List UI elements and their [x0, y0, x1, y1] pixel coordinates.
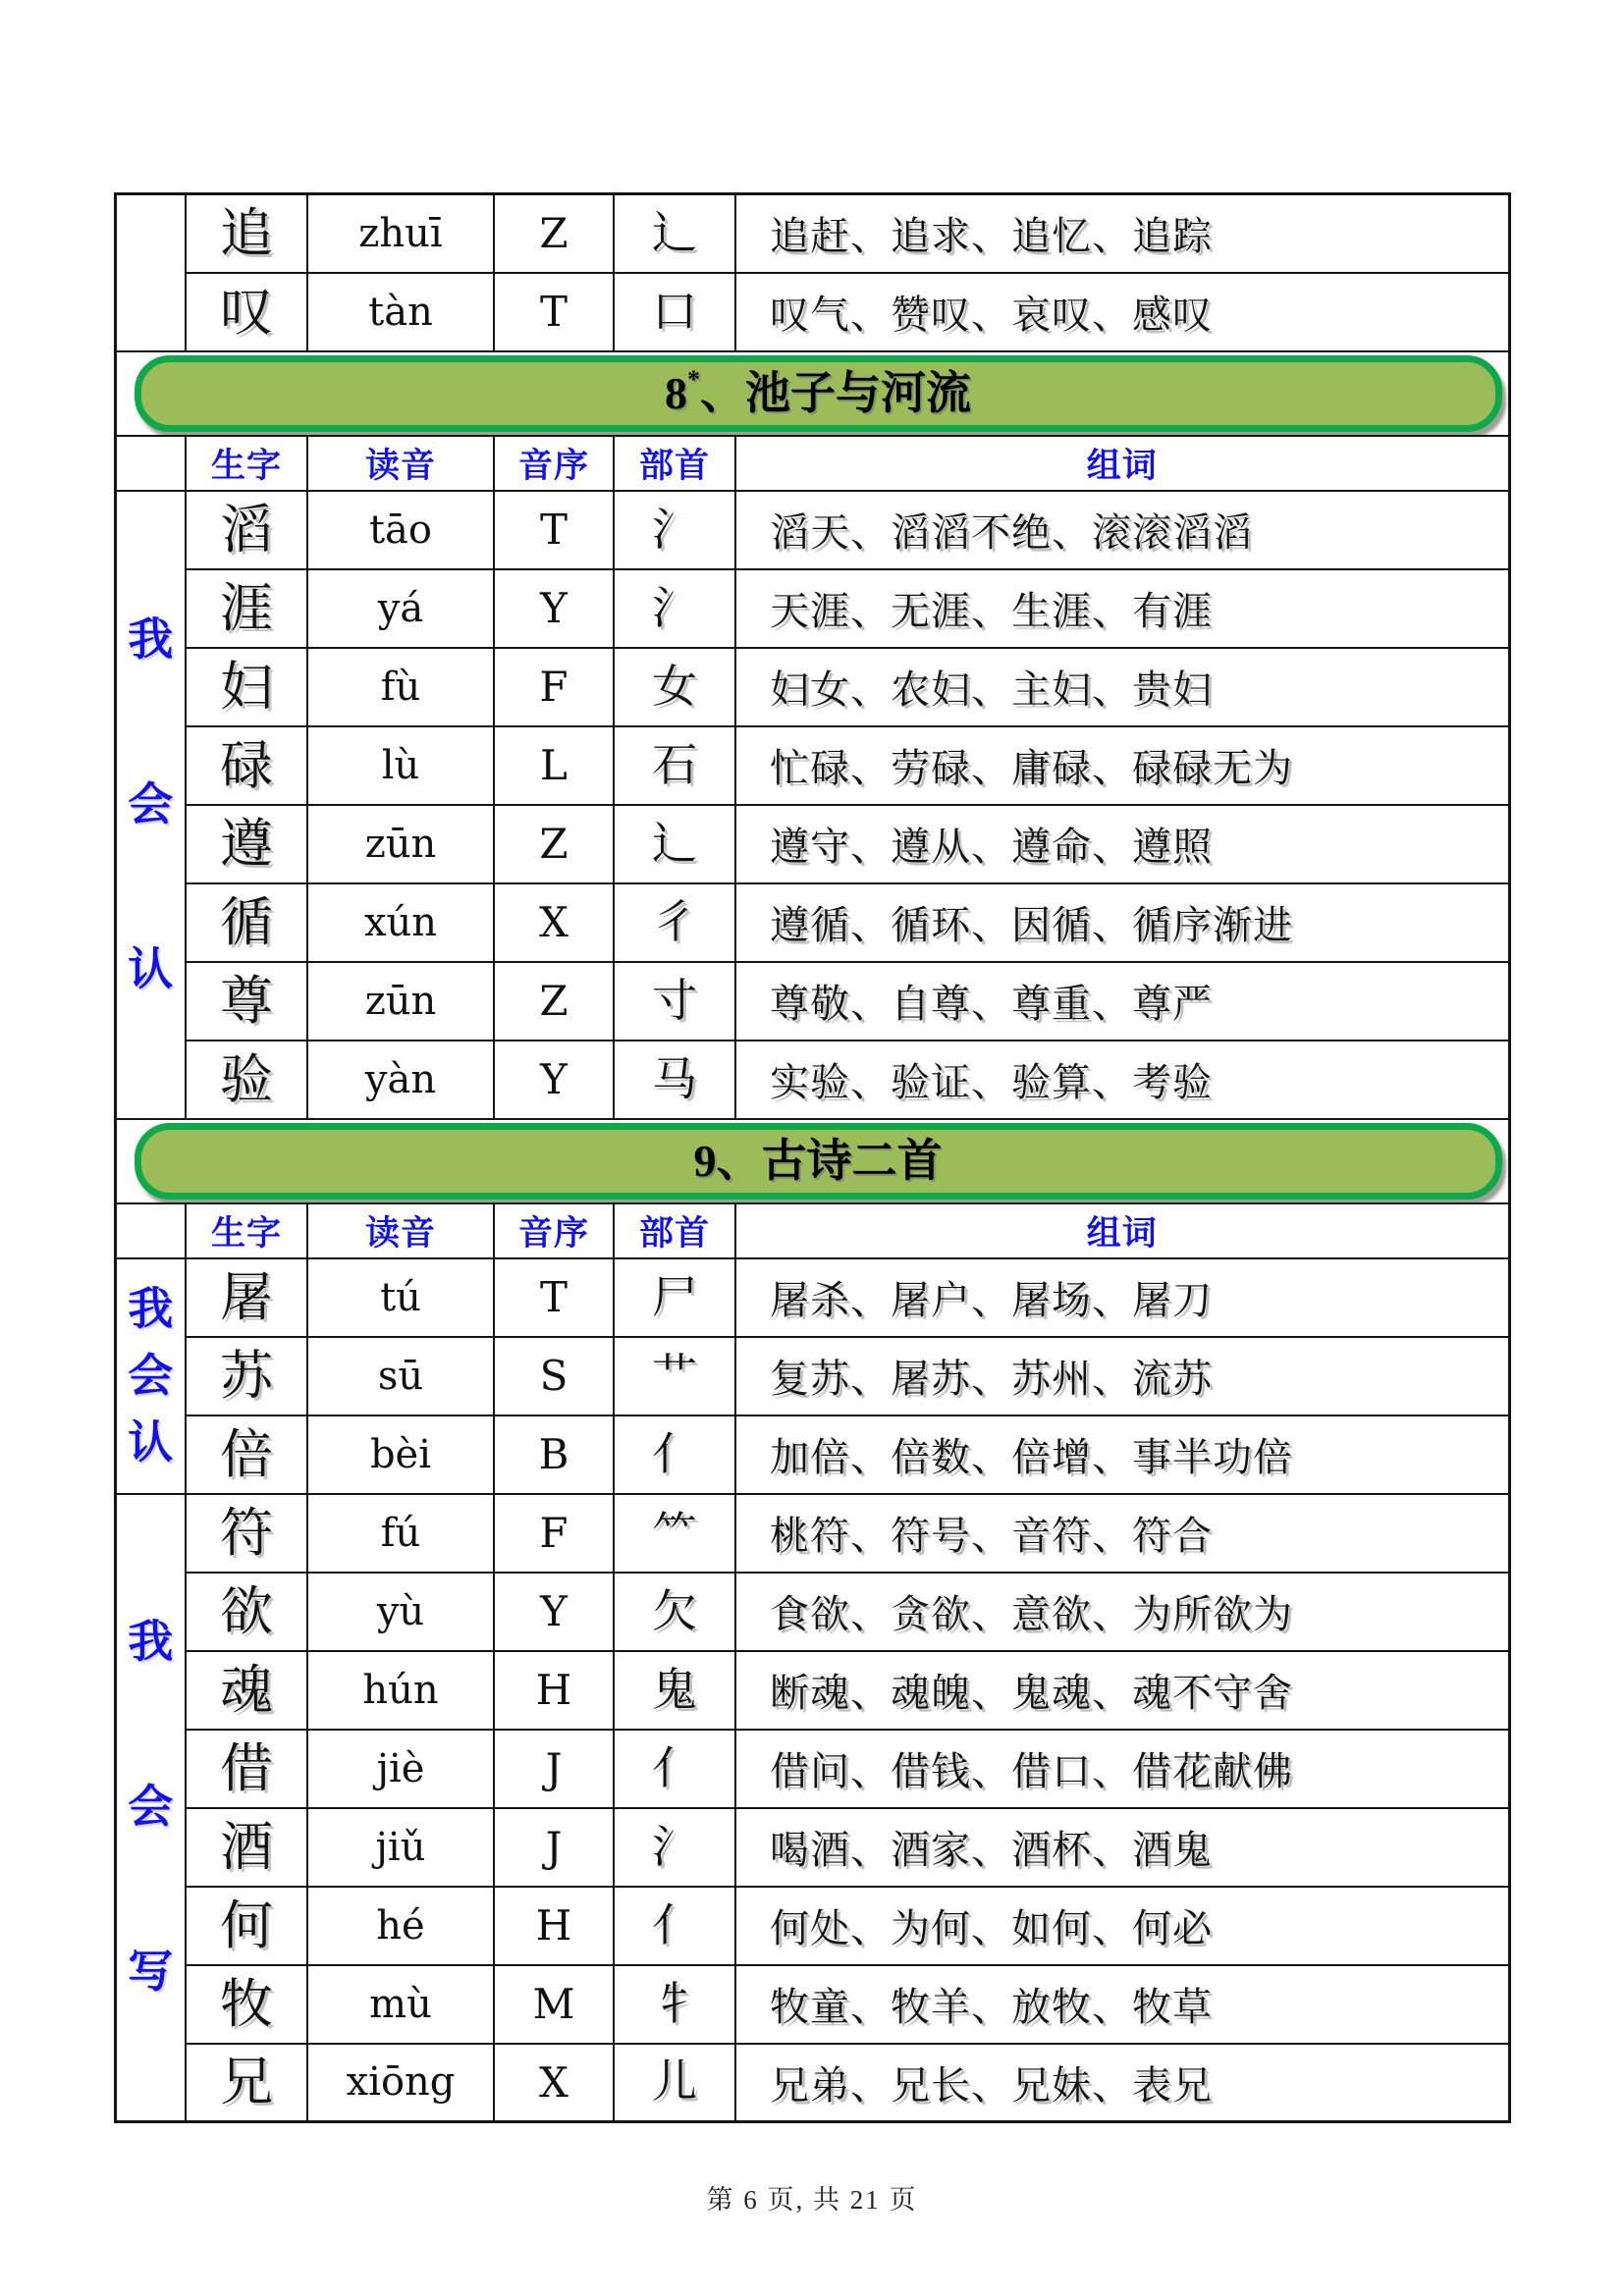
cell-hanzi: 欲: [186, 1573, 307, 1651]
cell-words: 叹气、赞叹、哀叹、感叹: [735, 273, 1509, 351]
cell-radical: 亻: [614, 1887, 735, 1965]
cell-radical: 牜: [614, 1965, 735, 2044]
lesson-banner-row: [115, 1119, 1509, 1203]
group-label-char: 我: [128, 1617, 174, 1668]
cell-radical: 寸: [614, 962, 735, 1041]
table-row: [115, 883, 1509, 962]
table-row: [115, 1573, 1509, 1651]
cell-hanzi: 何: [186, 1887, 307, 1965]
col-header-alpha: 音序: [494, 436, 614, 491]
cell-hanzi: 涯: [186, 569, 307, 648]
cell-alpha: F: [494, 1494, 614, 1573]
cell-pinyin: xún: [307, 883, 494, 962]
table-row: [115, 2044, 1509, 2122]
cell-alpha: T: [494, 491, 614, 569]
cell-words: 遵守、遵从、遵命、遵照: [735, 805, 1509, 883]
col-header-radical: 部首: [614, 436, 735, 491]
col-header-alpha: 音序: [494, 1203, 614, 1258]
cell-alpha: H: [494, 1887, 614, 1965]
table-row: [115, 1337, 1509, 1415]
cell-radical: 儿: [614, 2044, 735, 2122]
lesson-banner: 8 * 、池子与河流: [135, 355, 1502, 432]
cell-alpha: Y: [494, 1573, 614, 1651]
group-label-char: 认: [128, 943, 174, 994]
cell-hanzi: 妇: [186, 648, 307, 726]
group-label-char: 会: [128, 1782, 174, 1833]
cell-radical: 彳: [614, 883, 735, 962]
cell-hanzi: 屠: [186, 1258, 307, 1337]
table-row: [115, 1651, 1509, 1730]
cell-pinyin: tàn: [307, 273, 494, 351]
cell-pinyin: yù: [307, 1573, 494, 1651]
cell-alpha: L: [494, 726, 614, 805]
group-label-empty: [115, 194, 186, 351]
cell-hanzi: 兄: [186, 2044, 307, 2122]
cell-alpha: X: [494, 2044, 614, 2122]
cell-hanzi: 遵: [186, 805, 307, 883]
lesson-banner-cell: [115, 351, 1509, 436]
cell-words: 断魂、魂魄、鬼魂、魂不守舍: [735, 1651, 1509, 1730]
cell-hanzi: 叹: [186, 273, 307, 351]
table-row: [115, 194, 1509, 273]
table-row: [115, 805, 1509, 883]
cell-words: 天涯、无涯、生涯、有涯: [735, 569, 1509, 648]
header-label-empty: [115, 436, 186, 491]
group-label-char: 会: [128, 778, 174, 829]
group-label-char: 我: [128, 1283, 174, 1334]
cell-radical: 亻: [614, 1415, 735, 1494]
cell-radical: 氵: [614, 569, 735, 648]
column-header-row: [115, 1203, 1509, 1258]
table-row: [115, 491, 1509, 569]
cell-hanzi: 碌: [186, 726, 307, 805]
cell-words: 滔天、滔滔不绝、滚滚滔滔: [735, 491, 1509, 569]
cell-radical: 亻: [614, 1730, 735, 1808]
col-header-pinyin: 读音: [307, 1203, 494, 1258]
cell-hanzi: 借: [186, 1730, 307, 1808]
cell-hanzi: 追: [186, 194, 307, 273]
cell-pinyin: yàn: [307, 1041, 494, 1119]
cell-pinyin: fú: [307, 1494, 494, 1573]
cell-radical: 口: [614, 273, 735, 351]
group-label: [115, 1258, 186, 1494]
group-label-char: 我: [128, 614, 174, 665]
column-header-row: [115, 436, 1509, 491]
cell-words: 借问、借钱、借口、借花献佛: [735, 1730, 1509, 1808]
cell-pinyin: bèi: [307, 1415, 494, 1494]
table-row: [115, 273, 1509, 351]
table-row: [115, 1887, 1509, 1965]
cell-pinyin: jiè: [307, 1730, 494, 1808]
cell-words: 妇女、农妇、主妇、贵妇: [735, 648, 1509, 726]
cell-pinyin: fù: [307, 648, 494, 726]
cell-alpha: B: [494, 1415, 614, 1494]
cell-radical: 石: [614, 726, 735, 805]
col-header-radical: 部首: [614, 1203, 735, 1258]
cell-words: 加倍、倍数、倍增、事半功倍: [735, 1415, 1509, 1494]
cell-words: 喝酒、酒家、酒杯、酒鬼: [735, 1808, 1509, 1887]
col-header-pinyin: 读音: [307, 436, 494, 491]
cell-hanzi: 循: [186, 883, 307, 962]
cell-pinyin: tāo: [307, 491, 494, 569]
lesson-banner-row: [115, 351, 1509, 436]
cell-pinyin: zūn: [307, 962, 494, 1041]
lesson-banner-cell: [115, 1119, 1509, 1203]
cell-hanzi: 验: [186, 1041, 307, 1119]
lesson-title: 、古诗二首: [716, 1135, 943, 1186]
col-header-hanzi: 生字: [186, 1203, 307, 1258]
vocab-table: [114, 192, 1511, 2123]
cell-alpha: Z: [494, 805, 614, 883]
page-footer: 第 6 页, 共 21 页: [706, 2185, 918, 2215]
cell-radical: 氵: [614, 1808, 735, 1887]
table-row: [115, 1730, 1509, 1808]
col-header-words: 组词: [735, 436, 1509, 491]
col-header-hanzi: 生字: [186, 436, 307, 491]
cell-pinyin: hé: [307, 1887, 494, 1965]
cell-alpha: Z: [494, 962, 614, 1041]
cell-pinyin: lù: [307, 726, 494, 805]
cell-pinyin: jiǔ: [307, 1808, 494, 1887]
cell-alpha: Y: [494, 1041, 614, 1119]
cell-radical: 尸: [614, 1258, 735, 1337]
group-label-box: [117, 1500, 186, 2114]
cell-alpha: Z: [494, 194, 614, 273]
group-label-char: 写: [128, 1947, 174, 1998]
table-row: [115, 569, 1509, 648]
cell-alpha: S: [494, 1337, 614, 1415]
cell-radical: 辶: [614, 194, 735, 273]
cell-alpha: T: [494, 273, 614, 351]
cell-words: 牧童、牧羊、放牧、牧草: [735, 1965, 1509, 2044]
table-row: [115, 648, 1509, 726]
cell-alpha: M: [494, 1965, 614, 2044]
cell-hanzi: 倍: [186, 1415, 307, 1494]
cell-radical: 女: [614, 648, 735, 726]
group-label: [115, 1494, 186, 2122]
cell-alpha: T: [494, 1258, 614, 1337]
cell-radical: 马: [614, 1041, 735, 1119]
cell-hanzi: 魂: [186, 1651, 307, 1730]
table-row: [115, 1258, 1509, 1337]
cell-hanzi: 尊: [186, 962, 307, 1041]
cell-words: 忙碌、劳碌、庸碌、碌碌无为: [735, 726, 1509, 805]
cell-pinyin: hún: [307, 1651, 494, 1730]
group-label-box: [117, 498, 186, 1112]
table-row: [115, 1415, 1509, 1494]
cell-radical: 氵: [614, 491, 735, 569]
cell-alpha: J: [494, 1730, 614, 1808]
cell-radical: 艹: [614, 1337, 735, 1415]
cell-hanzi: 酒: [186, 1808, 307, 1887]
cell-alpha: F: [494, 648, 614, 726]
cell-hanzi: 滔: [186, 491, 307, 569]
cell-hanzi: 苏: [186, 1337, 307, 1415]
cell-radical: 辶: [614, 805, 735, 883]
table-row: [115, 1041, 1509, 1119]
lesson-number: 8: [665, 367, 687, 418]
table-row: [115, 726, 1509, 805]
cell-words: 复苏、屠苏、苏州、流苏: [735, 1337, 1509, 1415]
lesson-number: 9: [693, 1135, 717, 1186]
cell-alpha: X: [494, 883, 614, 962]
cell-words: 何处、为何、如何、何必: [735, 1887, 1509, 1965]
cell-words: 屠杀、屠户、屠场、屠刀: [735, 1258, 1509, 1337]
cell-hanzi: 牧: [186, 1965, 307, 2044]
cell-pinyin: xiōng: [307, 2044, 494, 2122]
col-header-words: 组词: [735, 1203, 1509, 1258]
table-row: [115, 962, 1509, 1041]
cell-radical: 欠: [614, 1573, 735, 1651]
cell-words: 桃符、符号、音符、符合: [735, 1494, 1509, 1573]
cell-alpha: H: [494, 1651, 614, 1730]
cell-pinyin: yá: [307, 569, 494, 648]
lesson-banner: [135, 1123, 1502, 1200]
header-label-empty: [115, 1203, 186, 1258]
cell-words: 尊敬、自尊、尊重、尊严: [735, 962, 1509, 1041]
cell-hanzi: 符: [186, 1494, 307, 1573]
cell-alpha: J: [494, 1808, 614, 1887]
group-label-box: [117, 1265, 186, 1487]
cell-alpha: Y: [494, 569, 614, 648]
table-row: [115, 1494, 1509, 1573]
group-label-char: 会: [128, 1350, 174, 1401]
table-row: [115, 1965, 1509, 2044]
cell-pinyin: zhuī: [307, 194, 494, 273]
group-label-char: 认: [128, 1416, 174, 1468]
cell-pinyin: sū: [307, 1337, 494, 1415]
table-row: [115, 1808, 1509, 1887]
cell-pinyin: tú: [307, 1258, 494, 1337]
cell-words: 食欲、贪欲、意欲、为所欲为: [735, 1573, 1509, 1651]
cell-pinyin: mù: [307, 1965, 494, 2044]
group-label: [115, 491, 186, 1119]
cell-pinyin: zūn: [307, 805, 494, 883]
cell-radical: 鬼: [614, 1651, 735, 1730]
cell-words: 遵循、循环、因循、循序渐进: [735, 883, 1509, 962]
cell-radical: ⺮: [614, 1494, 735, 1573]
cell-words: 实验、验证、验算、考验: [735, 1041, 1509, 1119]
cell-words: 追赶、追求、追忆、追踪: [735, 194, 1509, 273]
cell-words: 兄弟、兄长、兄妹、表兄: [735, 2044, 1509, 2122]
lesson-title: 、池子与河流: [700, 367, 971, 418]
